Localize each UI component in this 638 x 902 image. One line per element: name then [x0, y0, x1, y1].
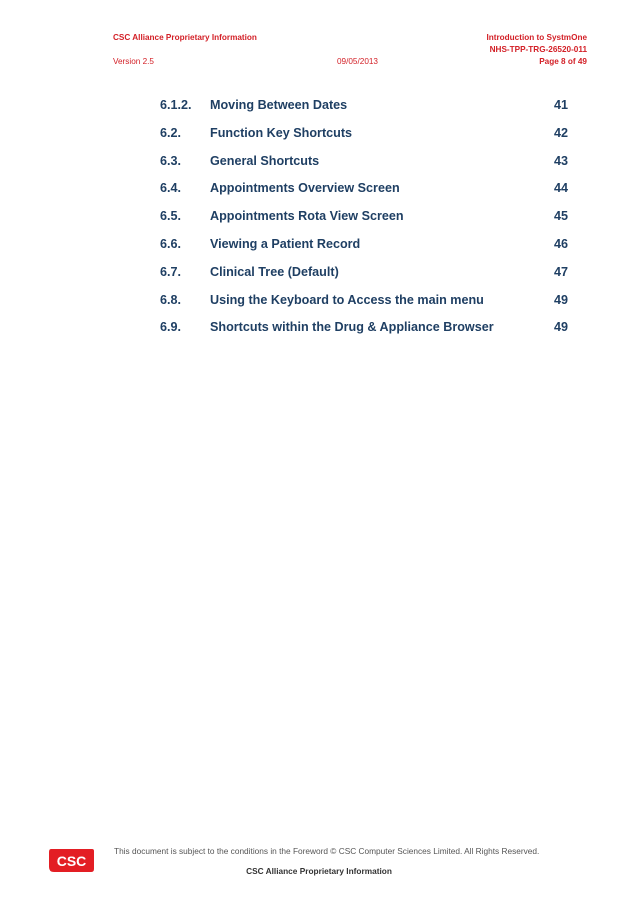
toc-entry-number: 6.9. — [160, 320, 182, 335]
toc-entry-number: 6.3. — [160, 153, 182, 168]
toc-entry-title: Clinical Tree (Default) — [210, 264, 339, 279]
header-date: 09/05/2013 — [337, 57, 378, 66]
toc-entry-page: 43 — [553, 153, 568, 168]
toc-entry-number: 6.8. — [160, 292, 182, 307]
toc-entry-number: 6.5. — [160, 209, 182, 224]
toc-entry[interactable] — [160, 98, 568, 126]
toc-entry[interactable] — [160, 181, 568, 209]
header-proprietary-label: CSC Alliance Proprietary Information — [113, 33, 257, 42]
toc-entry[interactable] — [160, 209, 568, 237]
toc-entry-page: 44 — [553, 181, 568, 196]
toc-entry-number: 6.7. — [160, 264, 182, 279]
toc-entry[interactable] — [160, 237, 568, 265]
toc-entry-number: 6.2. — [160, 125, 182, 140]
toc-entry-number: 6.1.2. — [160, 98, 192, 112]
toc-entry-page: 41 — [553, 98, 568, 112]
toc-entry-title: Appointments Rota View Screen — [210, 209, 404, 224]
toc-entry-title: Viewing a Patient Record — [210, 236, 361, 251]
toc-entry-number: 6.4. — [160, 181, 182, 196]
footer-proprietary-label: CSC Alliance Proprietary Information — [246, 866, 392, 876]
header-page-number: Page 8 of 49 — [539, 57, 587, 66]
toc-entry-title: Shortcuts within the Drug & Appliance Browser — [210, 320, 494, 335]
toc-entry-page: 42 — [553, 125, 568, 140]
toc-entry-title: General Shortcuts — [210, 153, 320, 168]
table-of-contents — [160, 98, 568, 348]
toc-entry-number: 6.6. — [160, 236, 182, 251]
header-doc-title: Introduction to SystmOne — [486, 33, 587, 42]
toc-entry-page: 49 — [553, 320, 568, 335]
toc-entry[interactable] — [160, 265, 568, 293]
toc-entry-page: 49 — [553, 292, 568, 307]
toc-entry-title: Using the Keyboard to Access the main menu — [210, 292, 484, 307]
toc-entry-page: 46 — [553, 236, 568, 251]
toc-entry-page: 47 — [553, 264, 568, 279]
toc-entry[interactable] — [160, 154, 568, 182]
toc-entry-title: Function Key Shortcuts — [210, 125, 353, 140]
csc-logo-text: CSC — [56, 853, 87, 869]
toc-entry[interactable] — [160, 320, 568, 348]
toc-entry-title: Appointments Overview Screen — [210, 181, 400, 196]
toc-entry[interactable] — [160, 293, 568, 321]
toc-entry-title: Moving Between Dates — [210, 98, 348, 112]
toc-entry[interactable] — [160, 126, 568, 154]
header-doc-ref: NHS-TPP-TRG-26520-011 — [489, 45, 587, 54]
header-version: Version 2.5 — [113, 57, 154, 66]
footer-copyright-note: This document is subject to the conditions in the Foreword © CSC Computer Sciences Limited. All Rights Reserved. — [114, 846, 540, 856]
toc-entry-page: 45 — [553, 209, 568, 224]
